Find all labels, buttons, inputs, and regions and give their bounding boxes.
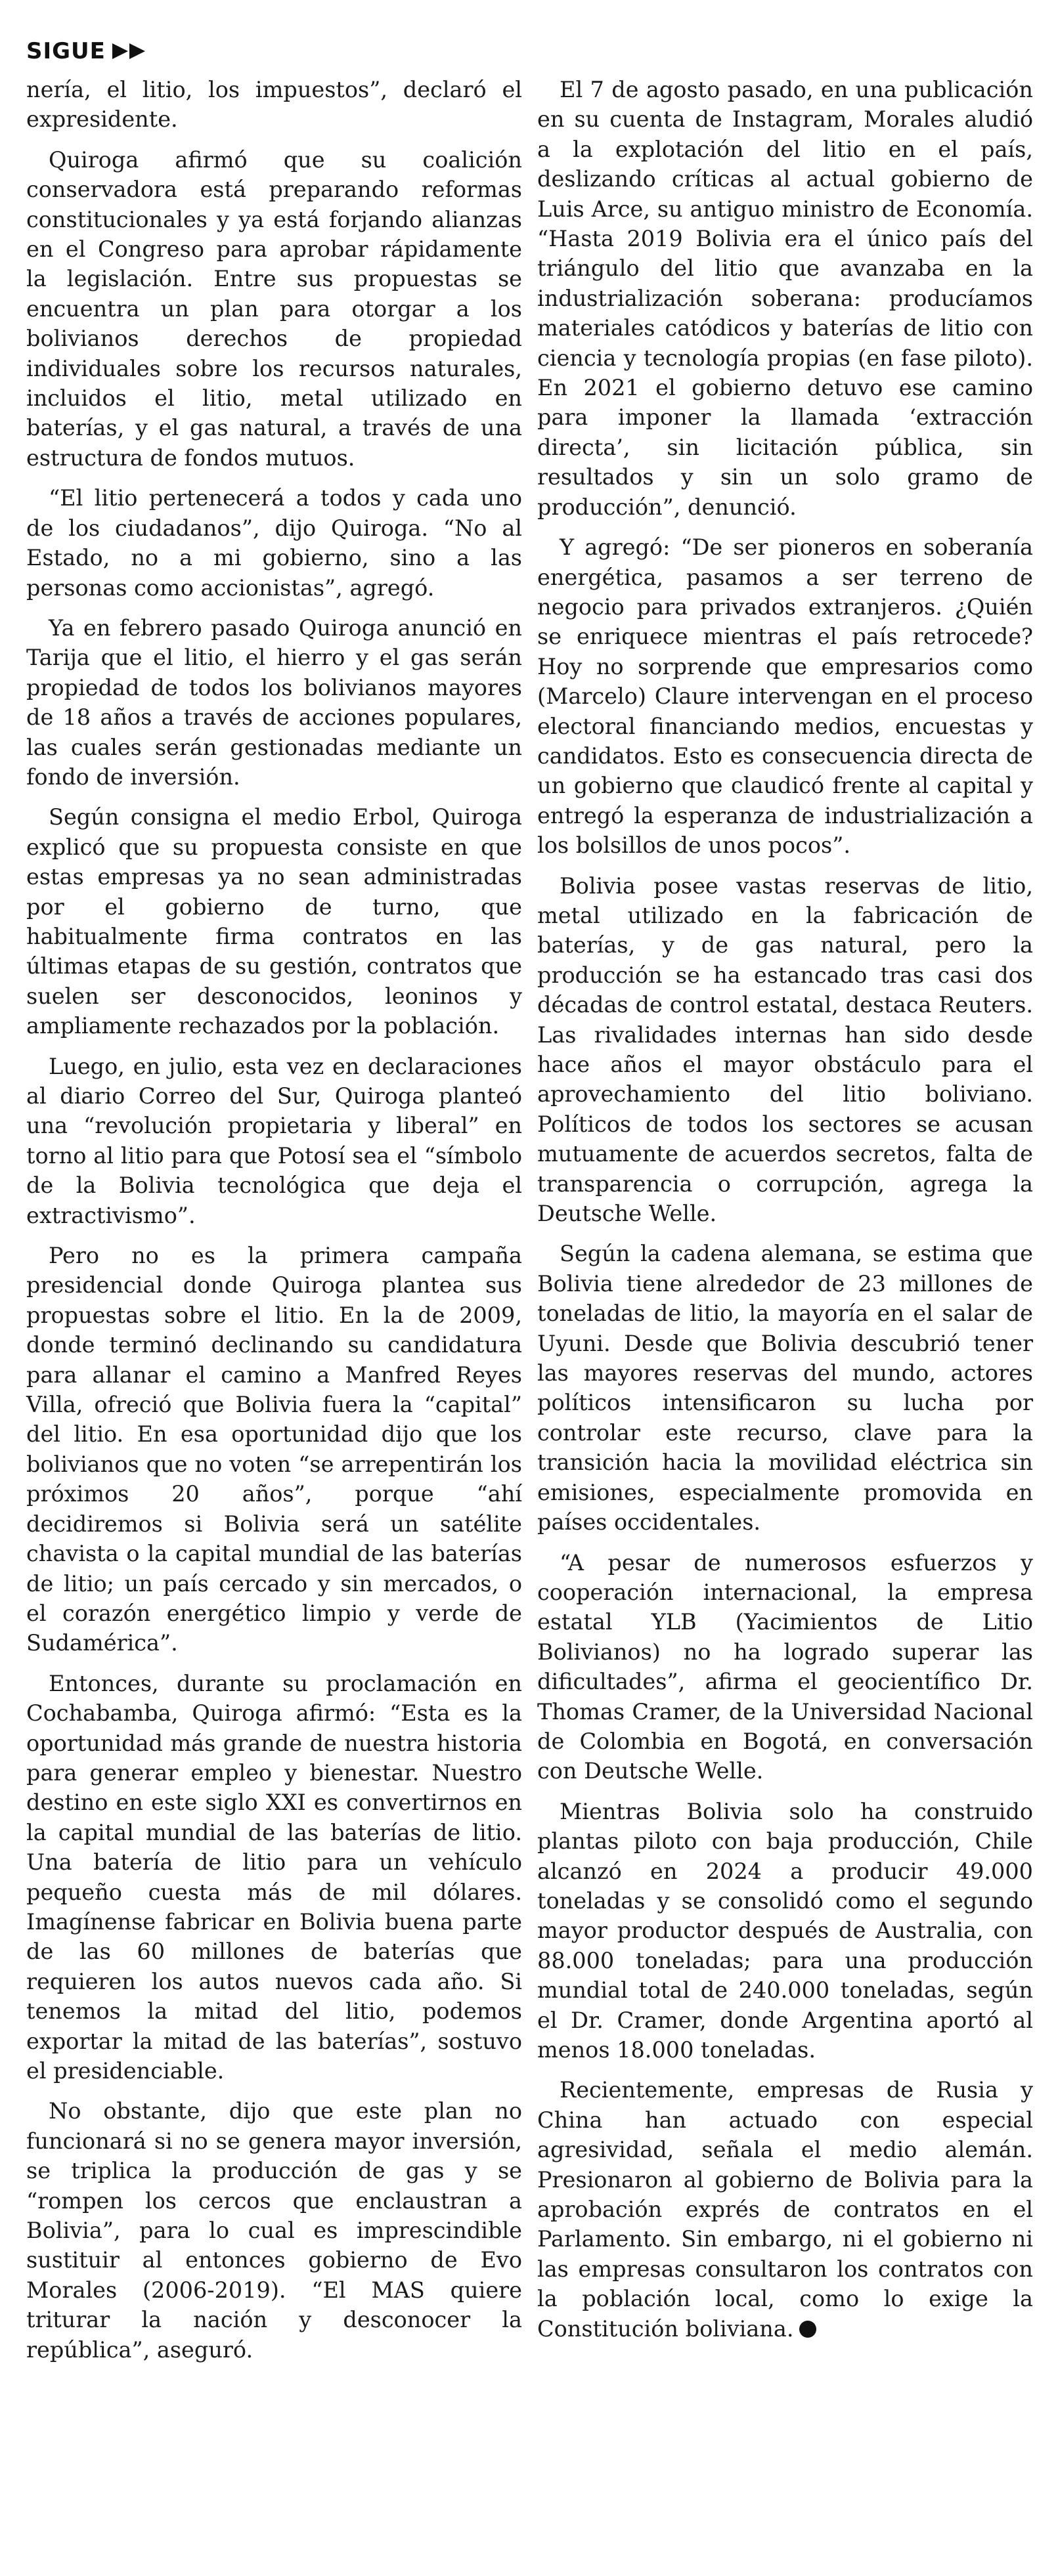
left-column: [26, 75, 522, 2375]
paragraph: “El litio pertenecerá a todos y cada uno de los ciudadanos”, dijo Quiroga. “No al Estado, no a mi gobierno, sino a las personas como accionistas”, agregó.: [26, 485, 522, 601]
paragraph: Mientras Bolivia solo ha construido plantas piloto con baja producción, Chile alcanzó en 2024 a producir 49.000 toneladas y se consolidó como el segundo mayor productor después de Australia, con 88.000 toneladas; para una producción mundial total de 240.000 toneladas, según el Dr. Cramer, donde Argentina aportó al menos 18.000 toneladas.: [537, 1798, 1033, 2063]
paragraph: Quiroga afirmó que su coalición conservadora está preparando reformas constitucionales y ya está forjando alianzas en el Congreso para aprobar rápidamente la legislación. Entre sus propuestas se encuentra un plan para otorgar a los bolivianos derechos de propiedad individuales sobre los recursos naturales, incluidos el litio, metal utilizado en baterías, y el gas natural, a través de una estructura de fondos mutuos.: [26, 146, 522, 471]
paragraph: Luego, en julio, esta vez en declaraciones al diario Correo del Sur, Quiroga planteó una “revolución propietaria y liberal” en torno al litio para que Potosí sea el “símbolo de la Bolivia tecnológica que deja el extractivismo”.: [26, 1053, 522, 1228]
paragraph: “A pesar de numerosos esfuerzos y cooperación internacional, la empresa estatal YLB (Yacimientos de Litio Bolivianos) no ha logrado superar las dificultades”, afirma el geocientífico Dr. Thomas Cramer, de la Universidad Nacional de Colombia en Bogotá, en conversación con Deutsche Welle.: [537, 1549, 1033, 1784]
paragraph: Según consigna el medio Erbol, Quiroga explicó que su propuesta consiste en que estas empresas ya no sean administradas por el gobierno de turno, que habitualmente firma contratos en las últimas etapas de su gestión, contratos que suelen ser desconocidos, leoninos y ampliamente rechazados por la población.: [26, 804, 522, 1039]
paragraph-text: Recientemente, empresas de Rusia y China han actuado con especial agresividad, señala el medio alemán. Presionaron al gobierno de Bolivia para la aprobación exprés de contratos en el Parlamento. Sin embargo, ni el gobierno ni las empresas consultaron los contratos con la población local, como lo exige la Constitución boliviana.: [537, 2077, 1033, 2342]
paragraph: Bolivia posee vastas reservas de litio, metal utilizado en la fabricación de baterías, y de gas natural, pero la producción se ha estancado tras casi dos décadas de control estatal, destaca Reuters. Las rivalidades internas han sido desde hace años el mayor obstáculo para el aprovechamiento del litio boliviano. Políticos de todos los sectores se acusan mutuamente de acuerdos secretos, falta de transparencia o corrupción, agrega la Deutsche Welle.: [537, 872, 1033, 1227]
paragraph: El 7 de agosto pasado, en una publicación en su cuenta de Instagram, Morales aludió a la explotación del litio en el país, deslizando críticas al actual gobierno de Luis Arce, su antiguo ministro de Economía. “Hasta 2019 Bolivia era el único país del triángulo del litio que avanzaba en la industrialización soberana: producíamos materiales catódicos y baterías de litio con ciencia y tecnología propias (en fase piloto). En 2021 el gobierno detuvo ese camino para imponer la llamada ‘extracción directa’, sin licitación pública, sin resultados y sin un solo gramo de producción”, denunció.: [537, 77, 1033, 520]
paragraph: Ya en febrero pasado Quiroga anunció en Tarija que el litio, el hierro y el gas serán propiedad de todos los bolivianos mayores de 18 años a través de acciones populares, las cuales serán gestionadas mediante un fondo de inversión.: [26, 614, 522, 790]
paragraph: nería, el litio, los impuestos”, declaró el expresidente.: [26, 77, 522, 133]
article-body: [26, 75, 1033, 2375]
paragraph: Y agregó: “De ser pioneros en soberanía energética, pasamos a ser terreno de negocio para privados extranjeros. ¿Quién se enriquece mientras el país retrocede? Hoy no sorprende que empresarios como (Marcelo) Claure intervengan en el proceso electoral financiando medios, encuestas y candidatos. Esto es consecuencia directa de un gobierno que claudicó frente al capital y entregó la esperanza de industrialización a los bolsillos de unos pocos”.: [537, 534, 1033, 859]
double-arrow-right-icon: [112, 42, 146, 60]
paragraph: No obstante, dijo que este plan no funcionará si no se genera mayor inversión, se triplica la producción de gas y se “rompen los cercos que enclaustran a Bolivia”, para lo cual es imprescindible sustituir al entonces gobierno de Evo Morales (2006-2019). “El MAS quiere triturar la nación y desconocer la república”, aseguró.: [26, 2098, 522, 2363]
continue-banner: [26, 38, 1033, 64]
paragraph: Entonces, durante su proclamación en Cochabamba, Quiroga afirmó: “Esta es la oportunidad más grande de nuestra historia para generar empleo y bienestar. Nuestro destino en este siglo XXI es convertirnos en la capital mundial de las baterías de litio. Una batería de litio para un vehículo pequeño cuesta más de mil dólares. Imagínense fabricar en Bolivia buena parte de las 60 millones de baterías que requieren los autos nuevos cada año. Si tenemos la mitad del litio, podemos exportar la mitad de las baterías”, sostuvo el presidenciable.: [26, 1670, 522, 2084]
end-of-article-dot-icon: [799, 2321, 816, 2338]
paragraph: Según la cadena alemana, se estima que Bolivia tiene alrededor de 23 millones de toneladas de litio, la mayoría en el salar de Uyuni. Desde que Bolivia descubrió tener las mayores reservas del mundo, actores políticos intensificaron su lucha por controlar este recurso, clave para la transición hacia la movilidad eléctrica sin emisiones, especialmente promovida en países occidentales.: [537, 1241, 1033, 1535]
right-column: [537, 75, 1033, 2375]
paragraph: Pero no es la primera campaña presidencial donde Quiroga plantea sus propuestas sobre el litio. En la de 2009, donde terminó declinando su candidatura para allanar el camino a Manfred Reyes Villa, ofreció que Bolivia fuera la “capital” del litio. En esa oportunidad dijo que los bolivianos que no voten “se arrepentirán los próximos 20 años”, porque “ahí decidiremos si Bolivia será un satélite chavista o la capital mundial de las baterías de litio; un país cercado y sin mercados, o el corazón energético limpio y verde de Sudamérica”.: [26, 1243, 522, 1656]
continue-label: SIGUE: [26, 38, 106, 64]
last-paragraph: [537, 2075, 1033, 2344]
